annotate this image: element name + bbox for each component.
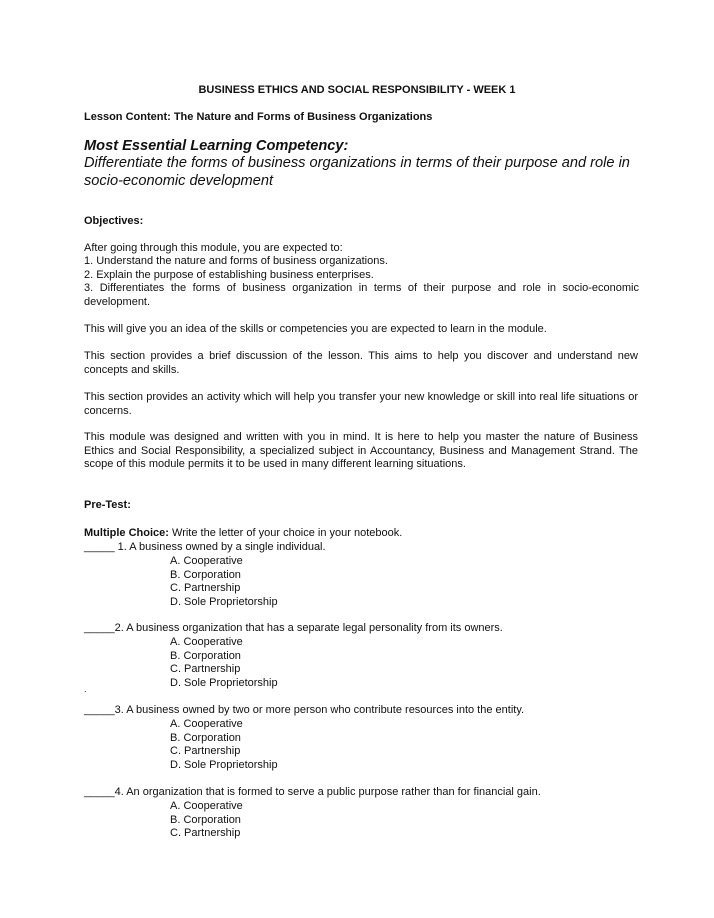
option-item: C. Partnership (170, 582, 241, 595)
paragraph-module: This module was designed and written with you in mind. It is here to help you master the nature of Business Ethics and Social Responsibility, a specialized subject in Accountancy, Business and Management Strand. The scope of this module permits it to be used in many different learning situations. (84, 431, 638, 471)
question-3-options (170, 718, 278, 772)
objective-item: 2. Explain the purpose of establishing business enterprises. (84, 268, 374, 281)
option-item: A. Cooperative (170, 555, 243, 567)
option-item: B. Corporation (170, 568, 241, 581)
stray-mark: . (84, 684, 87, 694)
option-item: C. Partnership (170, 745, 241, 758)
objective-item: 3. Differentiates the forms of business organization in terms of their purpose and role in socio-economic development. (84, 282, 639, 308)
multiple-choice-instruction (84, 527, 402, 541)
option-item: B. Corporation (170, 813, 241, 826)
paragraph-activity: This section provides an activity which will help you transfer your new knowledge or skill into real life situations or concerns. (84, 391, 638, 417)
option-item: A. Cooperative (170, 800, 243, 812)
document-title: BUSINESS ETHICS AND SOCIAL RESPONSIBILITY - WEEK 1 (198, 84, 516, 96)
pretest-label: Pre-Test: (84, 499, 131, 511)
objectives-label: Objectives: (84, 215, 144, 227)
option-item: D. Sole Proprietorship (170, 676, 278, 689)
question-1: _____ 1. A business owned by a single individual. (84, 541, 326, 553)
paragraph-skills: This will give you an idea of the skills or competencies you are expected to learn in the module. (84, 323, 547, 335)
multiple-choice-text: Write the letter of your choice in your notebook. (168, 527, 403, 539)
option-item: C. Partnership (170, 827, 241, 840)
lesson-content: Lesson Content: The Nature and Forms of Business Organizations (84, 111, 433, 123)
objectives-intro: After going through this module, you are expected to: (84, 242, 343, 254)
question-4: _____4. An organization that is formed to serve a public purpose rather than for financial gain. (84, 786, 541, 798)
option-item: B. Corporation (170, 649, 241, 662)
question-1-options (170, 555, 278, 609)
question-3: _____3. A business owned by two or more person who contribute resources into the entity. (84, 704, 525, 716)
question-2: _____2. A business organization that has a separate legal personality from its owners. (84, 622, 503, 634)
option-item: D. Sole Proprietorship (170, 758, 278, 771)
option-item: B. Corporation (170, 731, 241, 744)
competency-heading: Most Essential Learning Competency: (84, 138, 349, 154)
option-item: D. Sole Proprietorship (170, 595, 278, 608)
objectives-list (84, 255, 639, 309)
objective-item: 1. Understand the nature and forms of business organizations. (84, 255, 388, 267)
question-2-options (170, 636, 278, 690)
competency-text: Differentiate the forms of business organizations in terms of their purpose and role in socio-economic development (84, 155, 630, 189)
option-item: A. Cooperative (170, 718, 243, 730)
multiple-choice-label: Multiple Choice: (84, 527, 169, 539)
option-item: A. Cooperative (170, 636, 243, 648)
question-4-options (170, 800, 243, 841)
option-item: C. Partnership (170, 663, 241, 676)
paragraph-discussion: This section provides a brief discussion of the lesson. This aims to help you discover and understand new concepts and skills. (84, 350, 638, 376)
